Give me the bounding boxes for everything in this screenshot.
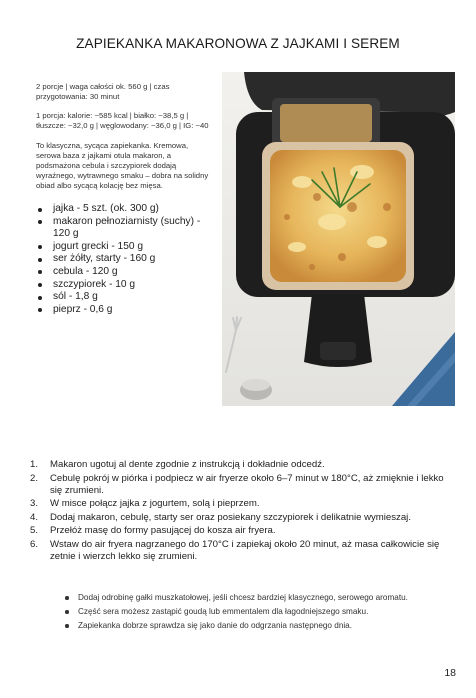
step-item	[30, 539, 450, 563]
recipe-intro: To klasyczna, sycąca zapiekanka. Kremowa, serowa baza z jajkami otula makaron, a podsmażona cebula i szczypiorek dodają wyraźnego, wytrawnego smaku – dobra na solidny obiad albo sycącą kolację bez mięsa.	[36, 141, 209, 190]
ingredient-item: makaron pełnoziarnisty (suchy) - 120 g	[36, 216, 212, 241]
step-number: 4.	[30, 511, 39, 523]
page-number: 18	[444, 667, 456, 679]
step-number: 2.	[30, 472, 39, 484]
ingredient-item: jajka - 5 szt. (ok. 300 g)	[36, 203, 212, 216]
step-number: 6.	[30, 538, 39, 550]
step-item	[30, 525, 450, 537]
step-text: W misce połącz jajka z jogurtem, solą i pieprzem.	[50, 498, 260, 509]
step-item	[30, 512, 450, 524]
recipe-info-column	[36, 82, 212, 316]
ingredient-item: sól - 1,8 g	[36, 291, 212, 304]
recipe-nutrition-info: 1 porcja: kalorie: ~585 kcal | białko: ~38,5 g | tłuszcze: ~32,0 g | węglowodany: ~36,0 g | IG: ~40	[36, 111, 209, 130]
ingredient-item: ser żółty, starty - 160 g	[36, 253, 212, 266]
tip-item: Część sera możesz zastąpić goudą lub emmentalem dla łagodniejszego smaku.	[64, 606, 414, 617]
recipe-title: ZAPIEKANKA MAKARONOWA Z JAJKAMI I SEREM	[76, 36, 400, 51]
step-text: Cebulę pokrój w piórka i podpiecz w air fryerze około 6–7 minut w 180°C, aż zmięknie i lekko się zrumieni.	[50, 472, 444, 496]
tips-list	[64, 592, 414, 634]
ingredient-item: pieprz - 0,6 g	[36, 304, 212, 317]
step-item	[30, 473, 450, 497]
step-text: Makaron ugotuj al dente zgodnie z instrukcją i dokładnie odcedź.	[50, 459, 325, 470]
step-number: 3.	[30, 498, 39, 509]
tip-item: Zapiekanka dobrze sprawdza się jako danie do odgrzania następnego dnia.	[64, 620, 414, 631]
ingredient-item: cebula - 120 g	[36, 266, 212, 279]
step-item	[30, 459, 450, 471]
step-text: Przełóż masę do formy pasującej do kosza air fryera.	[50, 525, 276, 536]
steps-list	[30, 459, 450, 564]
step-text: Dodaj makaron, cebulę, starty ser oraz posiekany szczypiorek i delikatnie wymieszaj.	[50, 511, 411, 523]
recipe-photo	[222, 72, 455, 406]
ingredients-list	[36, 203, 212, 316]
step-number: 5.	[30, 525, 39, 536]
tip-item: Dodaj odrobinę gałki muszkatołowej, jeśli chcesz bardziej klasycznego, serowego aromatu.	[64, 592, 414, 603]
step-text: Wstaw do air fryera nagrzanego do 170°C i zapiekaj około 20 minut, aż masa całkowicie się zetnie i wierzch lekko się zrumieni.	[50, 538, 440, 562]
ingredient-item: szczypiorek - 10 g	[36, 279, 212, 292]
step-item	[30, 498, 450, 510]
recipe-portions-info: 2 porcje | waga całości ok. 560 g | czas przygotowania: 30 minut	[36, 82, 170, 101]
step-number: 1.	[30, 459, 39, 470]
ingredient-item: jogurt grecki - 150 g	[36, 241, 212, 254]
